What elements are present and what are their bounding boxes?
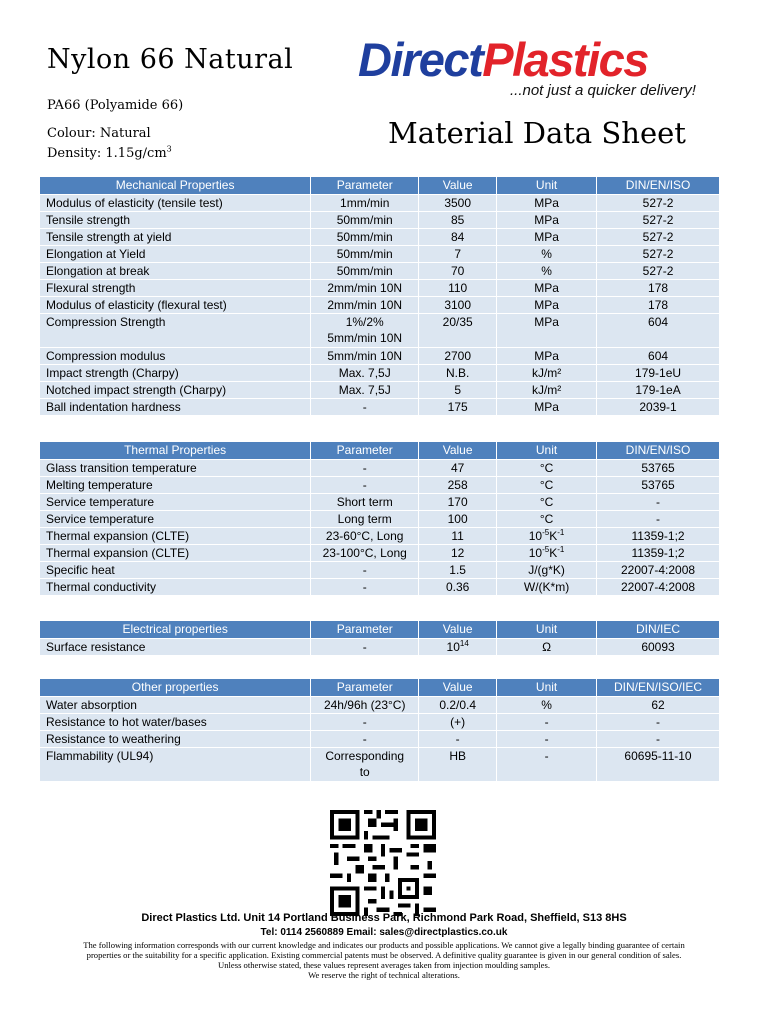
unit-base: 10 <box>528 545 543 560</box>
property-cell: Tensile strength <box>40 211 311 228</box>
parameter-cell: 1mm/min <box>311 194 419 211</box>
standard-cell: 62 <box>597 696 720 713</box>
table-row <box>40 194 720 211</box>
parameter-cell: - <box>311 638 419 655</box>
electrical-properties-table <box>40 621 720 655</box>
value-cell: 70 <box>419 262 497 279</box>
parameter-line: Corresponding <box>325 748 405 763</box>
unit-cell: MPa <box>497 211 597 228</box>
column-header: DIN/EN/ISO <box>597 442 720 459</box>
unit-cell: % <box>497 262 597 279</box>
standard-cell: 22007-4:2008 <box>597 561 720 578</box>
unit-cell: °C <box>497 459 597 476</box>
property-cell: Specific heat <box>40 561 311 578</box>
standard-cell: 527-2 <box>597 211 720 228</box>
property-cell: Resistance to weathering <box>40 730 311 747</box>
parameter-cell: 2mm/min 10N <box>311 296 419 313</box>
column-header: Thermal Properties <box>40 442 311 459</box>
property-cell: Flammability (UL94) <box>40 747 311 781</box>
parameter-line: 1%/2% <box>345 314 384 329</box>
column-header: Value <box>419 621 497 638</box>
property-cell: Impact strength (Charpy) <box>40 364 311 381</box>
table-row <box>40 245 720 262</box>
value-cell: 3500 <box>419 194 497 211</box>
parameter-cell: - <box>311 476 419 493</box>
value-cell: 110 <box>419 279 497 296</box>
value-cell: 2700 <box>419 347 497 364</box>
property-cell: Glass transition temperature <box>40 459 311 476</box>
table-row <box>40 228 720 245</box>
value-base: 10 <box>446 639 460 654</box>
property-cell: Service temperature <box>40 493 311 510</box>
density-sup: 3 <box>166 144 172 154</box>
standard-cell: 178 <box>597 279 720 296</box>
value-cell: 0.36 <box>419 578 497 595</box>
parameter-cell: Short term <box>311 493 419 510</box>
parameter-cell: 5mm/min 10N <box>311 347 419 364</box>
parameter-cell: - <box>311 578 419 595</box>
column-header: Other properties <box>40 679 311 696</box>
product-subtitle: PA66 (Polyamide 66) <box>47 98 184 113</box>
parameter-line: 5mm/min 10N <box>327 330 403 345</box>
standard-cell: - <box>597 713 720 730</box>
standard-cell: 604 <box>597 347 720 364</box>
parameter-cell <box>311 313 419 347</box>
product-title: Nylon 66 Natural <box>47 44 294 75</box>
value-cell: 7 <box>419 245 497 262</box>
table-row <box>40 696 720 713</box>
table-row <box>40 296 720 313</box>
unit-cell: MPa <box>497 313 597 347</box>
document-type-title: Material Data Sheet <box>388 116 686 150</box>
unit-cell: MPa <box>497 347 597 364</box>
column-header: Parameter <box>311 621 419 638</box>
standard-cell: 22007-4:2008 <box>597 578 720 595</box>
parameter-cell: 50mm/min <box>311 211 419 228</box>
value-cell: 170 <box>419 493 497 510</box>
density-text: Density: 1.15g/cm <box>47 146 167 161</box>
table-row <box>40 493 720 510</box>
standard-cell: 60695-11-10 <box>597 747 720 781</box>
column-header: Unit <box>497 442 597 459</box>
unit-cell <box>497 527 597 544</box>
table-row <box>40 459 720 476</box>
unit-cell: J/(g*K) <box>497 561 597 578</box>
parameter-cell: 23-100°C, Long <box>311 544 419 561</box>
standard-cell: 2039-1 <box>597 398 720 415</box>
table-row <box>40 510 720 527</box>
table-row <box>40 279 720 296</box>
unit-cell: °C <box>497 476 597 493</box>
table-header-row <box>40 177 720 194</box>
column-header: Unit <box>497 621 597 638</box>
value-cell: 20/35 <box>419 313 497 347</box>
standard-cell: 527-2 <box>597 262 720 279</box>
table-row <box>40 381 720 398</box>
table-row <box>40 262 720 279</box>
column-header: Parameter <box>311 442 419 459</box>
logo-wordmark <box>358 34 723 86</box>
unit-sup: -5 <box>542 544 550 554</box>
logo-plastics: Plastics <box>482 33 648 86</box>
value-sup: 14 <box>459 638 469 648</box>
value-cell: 3100 <box>419 296 497 313</box>
table-row <box>40 211 720 228</box>
parameter-cell: 24h/96h (23°C) <box>311 696 419 713</box>
product-colour: Colour: Natural <box>47 126 151 141</box>
property-cell: Elongation at break <box>40 262 311 279</box>
property-cell: Compression modulus <box>40 347 311 364</box>
disclaimer-line: Unless otherwise stated, these values represent averages taken from injection moulding samples. <box>218 960 550 970</box>
parameter-cell: 50mm/min <box>311 262 419 279</box>
property-cell: Compression Strength <box>40 313 311 347</box>
parameter-cell: 23-60°C, Long <box>311 527 419 544</box>
unit-mid: K <box>549 528 558 543</box>
parameter-cell: Max. 7,5J <box>311 364 419 381</box>
unit-cell: MPa <box>497 398 597 415</box>
column-header: Value <box>419 177 497 194</box>
unit-cell: °C <box>497 493 597 510</box>
property-cell: Notched impact strength (Charpy) <box>40 381 311 398</box>
table-row <box>40 476 720 493</box>
unit-cell: Ω <box>497 638 597 655</box>
value-cell: N.B. <box>419 364 497 381</box>
company-logo <box>358 34 723 104</box>
parameter-cell: - <box>311 730 419 747</box>
table-row <box>40 527 720 544</box>
property-cell: Modulus of elasticity (flexural test) <box>40 296 311 313</box>
table-row <box>40 578 720 595</box>
other-properties-table <box>40 679 720 781</box>
column-header: Electrical properties <box>40 621 311 638</box>
property-cell: Tensile strength at yield <box>40 228 311 245</box>
value-cell: 5 <box>419 381 497 398</box>
standard-cell: - <box>597 510 720 527</box>
table-row <box>40 747 720 781</box>
value-cell: 175 <box>419 398 497 415</box>
standard-cell: 53765 <box>597 459 720 476</box>
disclaimer-line: properties or the suitability for a specific application. Existing commercial patents must be observed. A definitive quality guarantee is given in our general condition of sales. <box>86 950 682 960</box>
property-cell: Water absorption <box>40 696 311 713</box>
value-cell: 100 <box>419 510 497 527</box>
standard-cell: 11359-1;2 <box>597 544 720 561</box>
logo-tagline: ...not just a quicker delivery! <box>510 82 696 99</box>
unit-cell: MPa <box>497 296 597 313</box>
unit-cell: - <box>497 713 597 730</box>
standard-cell: 53765 <box>597 476 720 493</box>
parameter-cell: - <box>311 398 419 415</box>
unit-mid: K <box>549 545 558 560</box>
unit-cell: MPa <box>497 194 597 211</box>
table-row <box>40 347 720 364</box>
parameter-cell: 50mm/min <box>311 245 419 262</box>
value-cell: 0.2/0.4 <box>419 696 497 713</box>
standard-cell: 179-1eA <box>597 381 720 398</box>
standard-cell: 11359-1;2 <box>597 527 720 544</box>
column-header: Mechanical Properties <box>40 177 311 194</box>
table-row <box>40 638 720 655</box>
parameter-cell: 2mm/min 10N <box>311 279 419 296</box>
column-header: DIN/EN/ISO/IEC <box>597 679 720 696</box>
value-cell: 84 <box>419 228 497 245</box>
value-cell: 11 <box>419 527 497 544</box>
disclaimer-line: We reserve the right of technical alterations. <box>308 970 460 980</box>
property-cell: Ball indentation hardness <box>40 398 311 415</box>
unit-sup: -1 <box>557 544 565 554</box>
table-row <box>40 313 720 347</box>
value-cell: HB <box>419 747 497 781</box>
property-cell: Modulus of elasticity (tensile test) <box>40 194 311 211</box>
standard-cell: 527-2 <box>597 194 720 211</box>
table-row <box>40 398 720 415</box>
unit-sup: -1 <box>557 527 565 537</box>
table-header-row <box>40 679 720 696</box>
unit-cell <box>497 544 597 561</box>
value-cell: 85 <box>419 211 497 228</box>
column-header: DIN/IEC <box>597 621 720 638</box>
value-cell: (+) <box>419 713 497 730</box>
standard-cell: - <box>597 730 720 747</box>
parameter-cell: 50mm/min <box>311 228 419 245</box>
table-header-row <box>40 621 720 638</box>
property-cell: Thermal conductivity <box>40 578 311 595</box>
unit-base: 10 <box>528 528 543 543</box>
standard-cell: 60093 <box>597 638 720 655</box>
column-header: Unit <box>497 177 597 194</box>
footer-address: Direct Plastics Ltd. Unit 14 Portland Business Park, Richmond Park Road, Sheffield, S13 8HS <box>141 912 627 924</box>
property-cell: Elongation at Yield <box>40 245 311 262</box>
value-cell: - <box>419 730 497 747</box>
table-row <box>40 730 720 747</box>
unit-cell: MPa <box>497 279 597 296</box>
footer-disclaimer <box>40 940 728 980</box>
standard-cell: - <box>597 493 720 510</box>
qr-code-icon <box>330 810 436 916</box>
parameter-cell: Max. 7,5J <box>311 381 419 398</box>
table-row <box>40 364 720 381</box>
unit-cell: MPa <box>497 228 597 245</box>
standard-cell: 178 <box>597 296 720 313</box>
value-cell: 258 <box>419 476 497 493</box>
unit-cell: % <box>497 245 597 262</box>
property-cell: Thermal expansion (CLTE) <box>40 544 311 561</box>
table-row <box>40 713 720 730</box>
parameter-line: to <box>359 764 370 779</box>
parameter-cell: - <box>311 713 419 730</box>
mechanical-properties-table <box>40 177 720 415</box>
value-cell: 1.5 <box>419 561 497 578</box>
property-cell: Surface resistance <box>40 638 311 655</box>
parameter-cell: Long term <box>311 510 419 527</box>
unit-cell: kJ/m² <box>497 364 597 381</box>
standard-cell: 527-2 <box>597 245 720 262</box>
disclaimer-line: The following information corresponds with our current knowledge and indicates our products and possible applications. We cannot give a legally binding guarantee of certain <box>83 940 685 950</box>
standard-cell: 527-2 <box>597 228 720 245</box>
unit-cell: W/(K*m) <box>497 578 597 595</box>
logo-direct: Direct <box>358 33 483 86</box>
unit-cell: °C <box>497 510 597 527</box>
parameter-cell: - <box>311 459 419 476</box>
property-cell: Thermal expansion (CLTE) <box>40 527 311 544</box>
property-cell: Flexural strength <box>40 279 311 296</box>
standard-cell: 604 <box>597 313 720 347</box>
table-header-row <box>40 442 720 459</box>
table-row <box>40 544 720 561</box>
unit-cell: - <box>497 747 597 781</box>
property-cell: Service temperature <box>40 510 311 527</box>
column-header: DIN/EN/ISO <box>597 177 720 194</box>
unit-sup: -5 <box>542 527 550 537</box>
parameter-cell: - <box>311 561 419 578</box>
unit-cell: kJ/m² <box>497 381 597 398</box>
column-header: Unit <box>497 679 597 696</box>
value-cell <box>419 638 497 655</box>
column-header: Parameter <box>311 679 419 696</box>
property-cell: Melting temperature <box>40 476 311 493</box>
thermal-properties-table <box>40 442 720 595</box>
value-cell: 47 <box>419 459 497 476</box>
standard-cell: 179-1eU <box>597 364 720 381</box>
property-cell: Resistance to hot water/bases <box>40 713 311 730</box>
footer-contact: Tel: 0114 2560889 Email: sales@directplastics.co.uk <box>260 927 508 938</box>
parameter-cell <box>311 747 419 781</box>
table-row <box>40 561 720 578</box>
unit-cell: % <box>497 696 597 713</box>
product-density <box>47 146 172 161</box>
column-header: Parameter <box>311 177 419 194</box>
unit-cell: - <box>497 730 597 747</box>
column-header: Value <box>419 679 497 696</box>
value-cell: 12 <box>419 544 497 561</box>
column-header: Value <box>419 442 497 459</box>
